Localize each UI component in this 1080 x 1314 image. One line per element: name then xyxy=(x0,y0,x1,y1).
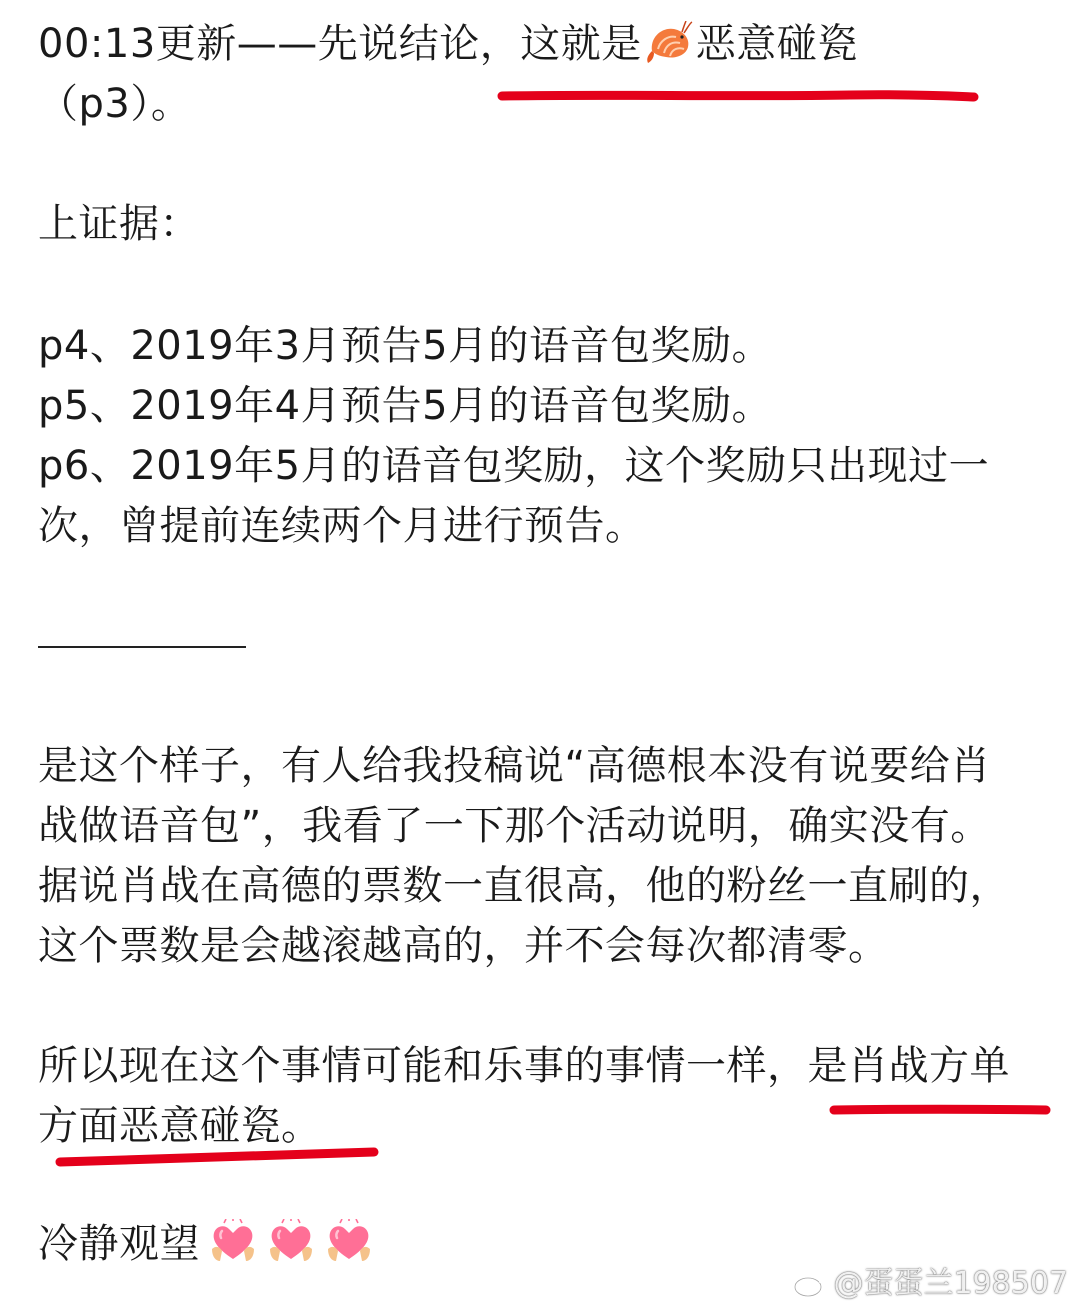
shrimp-emoji-icon xyxy=(644,21,694,65)
closing-line xyxy=(38,1214,374,1274)
red-underline-annotation xyxy=(490,84,990,108)
evidence-item-p6-line2: 次，曾提前连续两个月进行预告。 xyxy=(38,503,646,549)
paragraph-line: 这个票数是会越滚越高的，并不会每次都清零。 xyxy=(38,923,889,969)
paragraph-line: 战做语音包”，我看了一下那个活动说明，确实没有。 xyxy=(38,803,991,849)
section-divider xyxy=(38,646,246,648)
heart-hands-icon xyxy=(324,1219,374,1265)
evidence-heading: 上证据： xyxy=(38,201,200,247)
conclusion-text: 恶意碰瓷 xyxy=(695,21,858,67)
conclusion-paragraph-line: 方面恶意碰瓷。 xyxy=(38,1103,322,1149)
update-text: 00:13更新——先说结论，这就是 xyxy=(38,21,642,67)
heart-hands-icon xyxy=(266,1219,316,1265)
page-ref-line: （p3）。 xyxy=(38,81,192,127)
watermark-handle: @蛋蛋兰198507 xyxy=(833,1266,1068,1301)
closing-text: 冷静观望 xyxy=(38,1221,200,1267)
heart-hands-icon xyxy=(208,1219,258,1265)
paragraph-line: 据说肖战在高德的票数一直很高，他的粉丝一直刷的， xyxy=(38,863,1010,909)
evidence-item-p5: p5、2019年4月预告5月的语音包奖励。 xyxy=(38,383,773,429)
conclusion-paragraph-line: 所以现在这个事情可能和乐事的事情一样，是肖战方单 xyxy=(38,1043,1010,1089)
red-underline-annotation xyxy=(820,1098,1060,1122)
evidence-item-p4: p4、2019年3月预告5月的语音包奖励。 xyxy=(38,323,773,369)
paragraph-line: 是这个样子，有人给我投稿说“高德根本没有说要给肖 xyxy=(38,743,991,789)
weibo-logo-icon xyxy=(793,1270,827,1298)
update-line xyxy=(38,14,858,74)
evidence-item-p6-line1: p6、2019年5月的语音包奖励，这个奖励只出现过一 xyxy=(38,443,990,489)
watermark xyxy=(793,1264,1068,1304)
